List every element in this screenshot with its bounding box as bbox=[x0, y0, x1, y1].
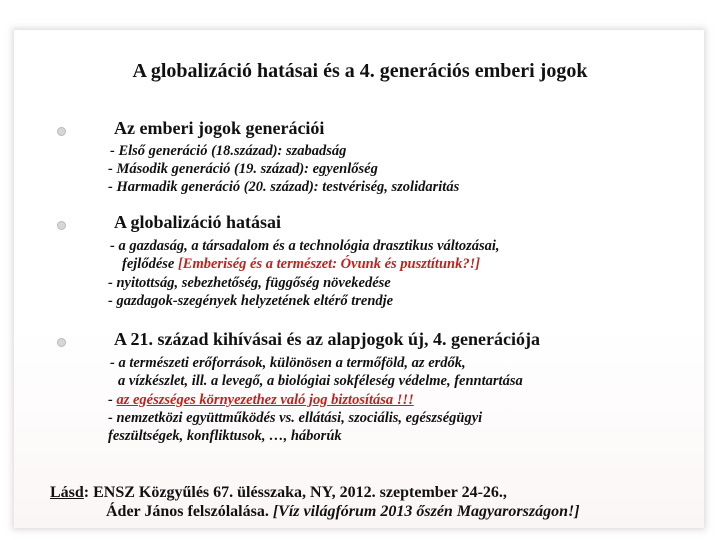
section-heading-globalization: A globalizáció hatásai bbox=[114, 212, 282, 232]
challenges-line-1: - a természeti erőforrások, különösen a termőföld, az erdők, bbox=[110, 355, 466, 371]
bullet-icon bbox=[57, 338, 66, 347]
generation-line-2: - Második generáció (19. század): egyenlőség bbox=[108, 161, 378, 177]
challenges-line-2: a vízkészlet, ill. a levegő, a biológiai sokféleség védelme, fenntartása bbox=[118, 373, 523, 389]
globalization-line-2-text: fejlődése bbox=[122, 256, 178, 272]
highlight-text: az egészséges környezethez való jog biztosítása !!! bbox=[116, 392, 414, 408]
reference-note: [Víz világfórum 2013 őszén Magyarországon!] bbox=[272, 503, 580, 520]
reference-line-1 bbox=[50, 484, 507, 502]
challenges-line-4: - nemzetközi együttműködés vs. ellátási, szociális, egészségügyi bbox=[108, 410, 483, 426]
reference-text-1: : ENSZ Közgyűlés 67. ülésszaka, NY, 2012. szeptember 24-26., bbox=[83, 484, 507, 501]
reference-line-2 bbox=[106, 503, 580, 521]
section-heading-generations: Az emberi jogok generációi bbox=[114, 118, 325, 138]
bullet-icon bbox=[57, 221, 66, 230]
bullet-icon bbox=[57, 127, 66, 136]
reference-label: Lásd bbox=[50, 484, 84, 501]
globalization-line-1: - a gazdaság, a társadalom és a technológia drasztikus változásai, bbox=[110, 238, 500, 254]
globalization-line-2 bbox=[122, 256, 480, 273]
section-heading-challenges: A 21. század kihívásai és az alapjogok új, 4. generációja bbox=[114, 329, 540, 349]
generation-line-3: - Harmadik generáció (20. század): testvériség, szolidaritás bbox=[108, 179, 460, 195]
globalization-line-3: - nyitottság, sebezhetőség, függőség növekedése bbox=[108, 275, 391, 291]
slide-title: A globalizáció hatásai és a 4. generációs emberi jogok bbox=[132, 60, 588, 82]
globalization-line-4: - gazdagok-szegények helyzetének eltérő trendje bbox=[108, 293, 394, 309]
challenges-line-5: feszültségek, konfliktusok, …, háborúk bbox=[108, 428, 342, 444]
generation-line-1: - Első generáció (18.század): szabadság bbox=[110, 143, 347, 159]
highlight-text: [Emberiség és a természet: Óvunk és pusztítunk?!] bbox=[177, 256, 481, 272]
challenges-line-3-dash: - bbox=[108, 392, 117, 408]
challenges-line-3 bbox=[108, 392, 414, 409]
reference-text-2: Áder János felszólalása. bbox=[106, 503, 273, 520]
